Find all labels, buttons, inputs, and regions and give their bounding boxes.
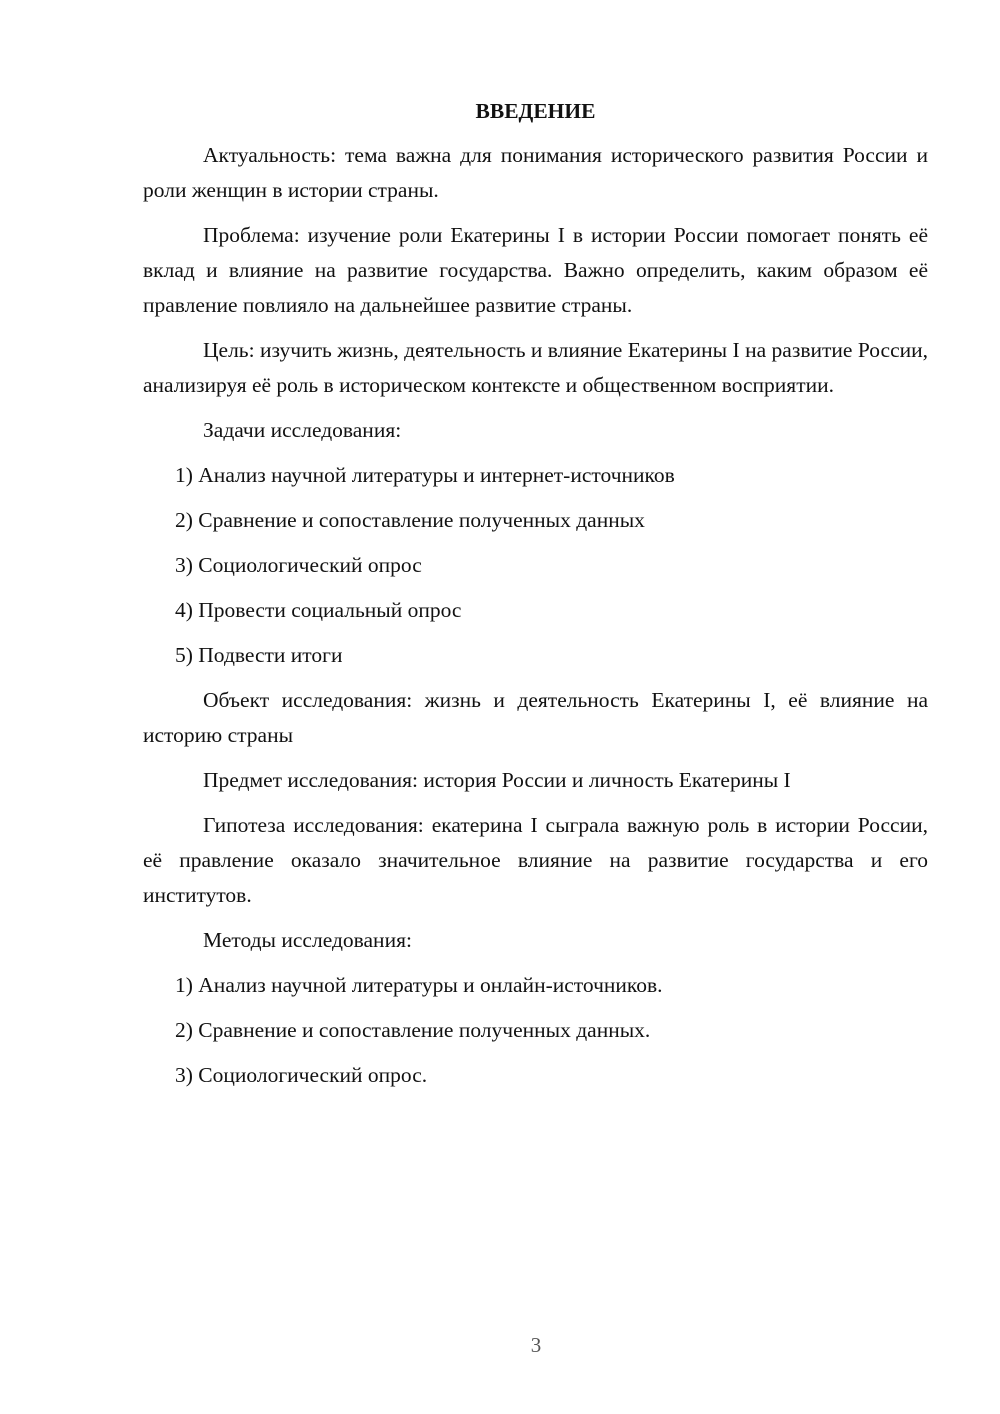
method-item: 2) Сравнение и сопоставление полученных данных.: [175, 1018, 651, 1042]
hypothesis-paragraph: Гипотеза исследования: екатерина I сыграла важную роль в истории России, её правление оказало значительное влияние на развитие государства и его институтов.: [143, 813, 928, 907]
methods-heading: Методы исследования:: [203, 928, 412, 952]
page-title: ВВЕДЕНИЕ: [475, 99, 596, 123]
method-item: 1) Анализ научной литературы и онлайн-источников.: [175, 973, 663, 997]
task-item: 1) Анализ научной литературы и интернет-источников: [175, 463, 675, 487]
task-item: 3) Социологический опрос: [175, 553, 422, 577]
goal-paragraph: Цель: изучить жизнь, деятельность и влияние Екатерины I на развитие России, анализируя её роль в историческом контексте и общественном восприятии.: [143, 338, 928, 397]
task-item: 2) Сравнение и сопоставление полученных данных: [175, 508, 645, 532]
page-content: [143, 96, 928, 1103]
object-paragraph: Объект исследования: жизнь и деятельность Екатерины I, её влияние на историю страны: [143, 688, 928, 747]
relevance-paragraph: Актуальность: тема важна для понимания исторического развития России и роли женщин в истории страны.: [143, 143, 928, 202]
tasks-heading: Задачи исследования:: [203, 418, 402, 442]
method-item: 3) Социологический опрос.: [175, 1063, 428, 1087]
task-item: 4) Провести социальный опрос: [175, 598, 462, 622]
task-item: 5) Подвести итоги: [175, 643, 343, 667]
subject-paragraph: Предмет исследования: история России и личность Екатерины I: [203, 768, 791, 792]
page-number: 3: [530, 1333, 542, 1357]
problem-paragraph: Проблема: изучение роли Екатерины I в истории России помогает понять её вклад и влияние на развитие государства. Важно определить, каким образом её правление повлияло на дальнейшее развитие страны.: [143, 223, 928, 317]
